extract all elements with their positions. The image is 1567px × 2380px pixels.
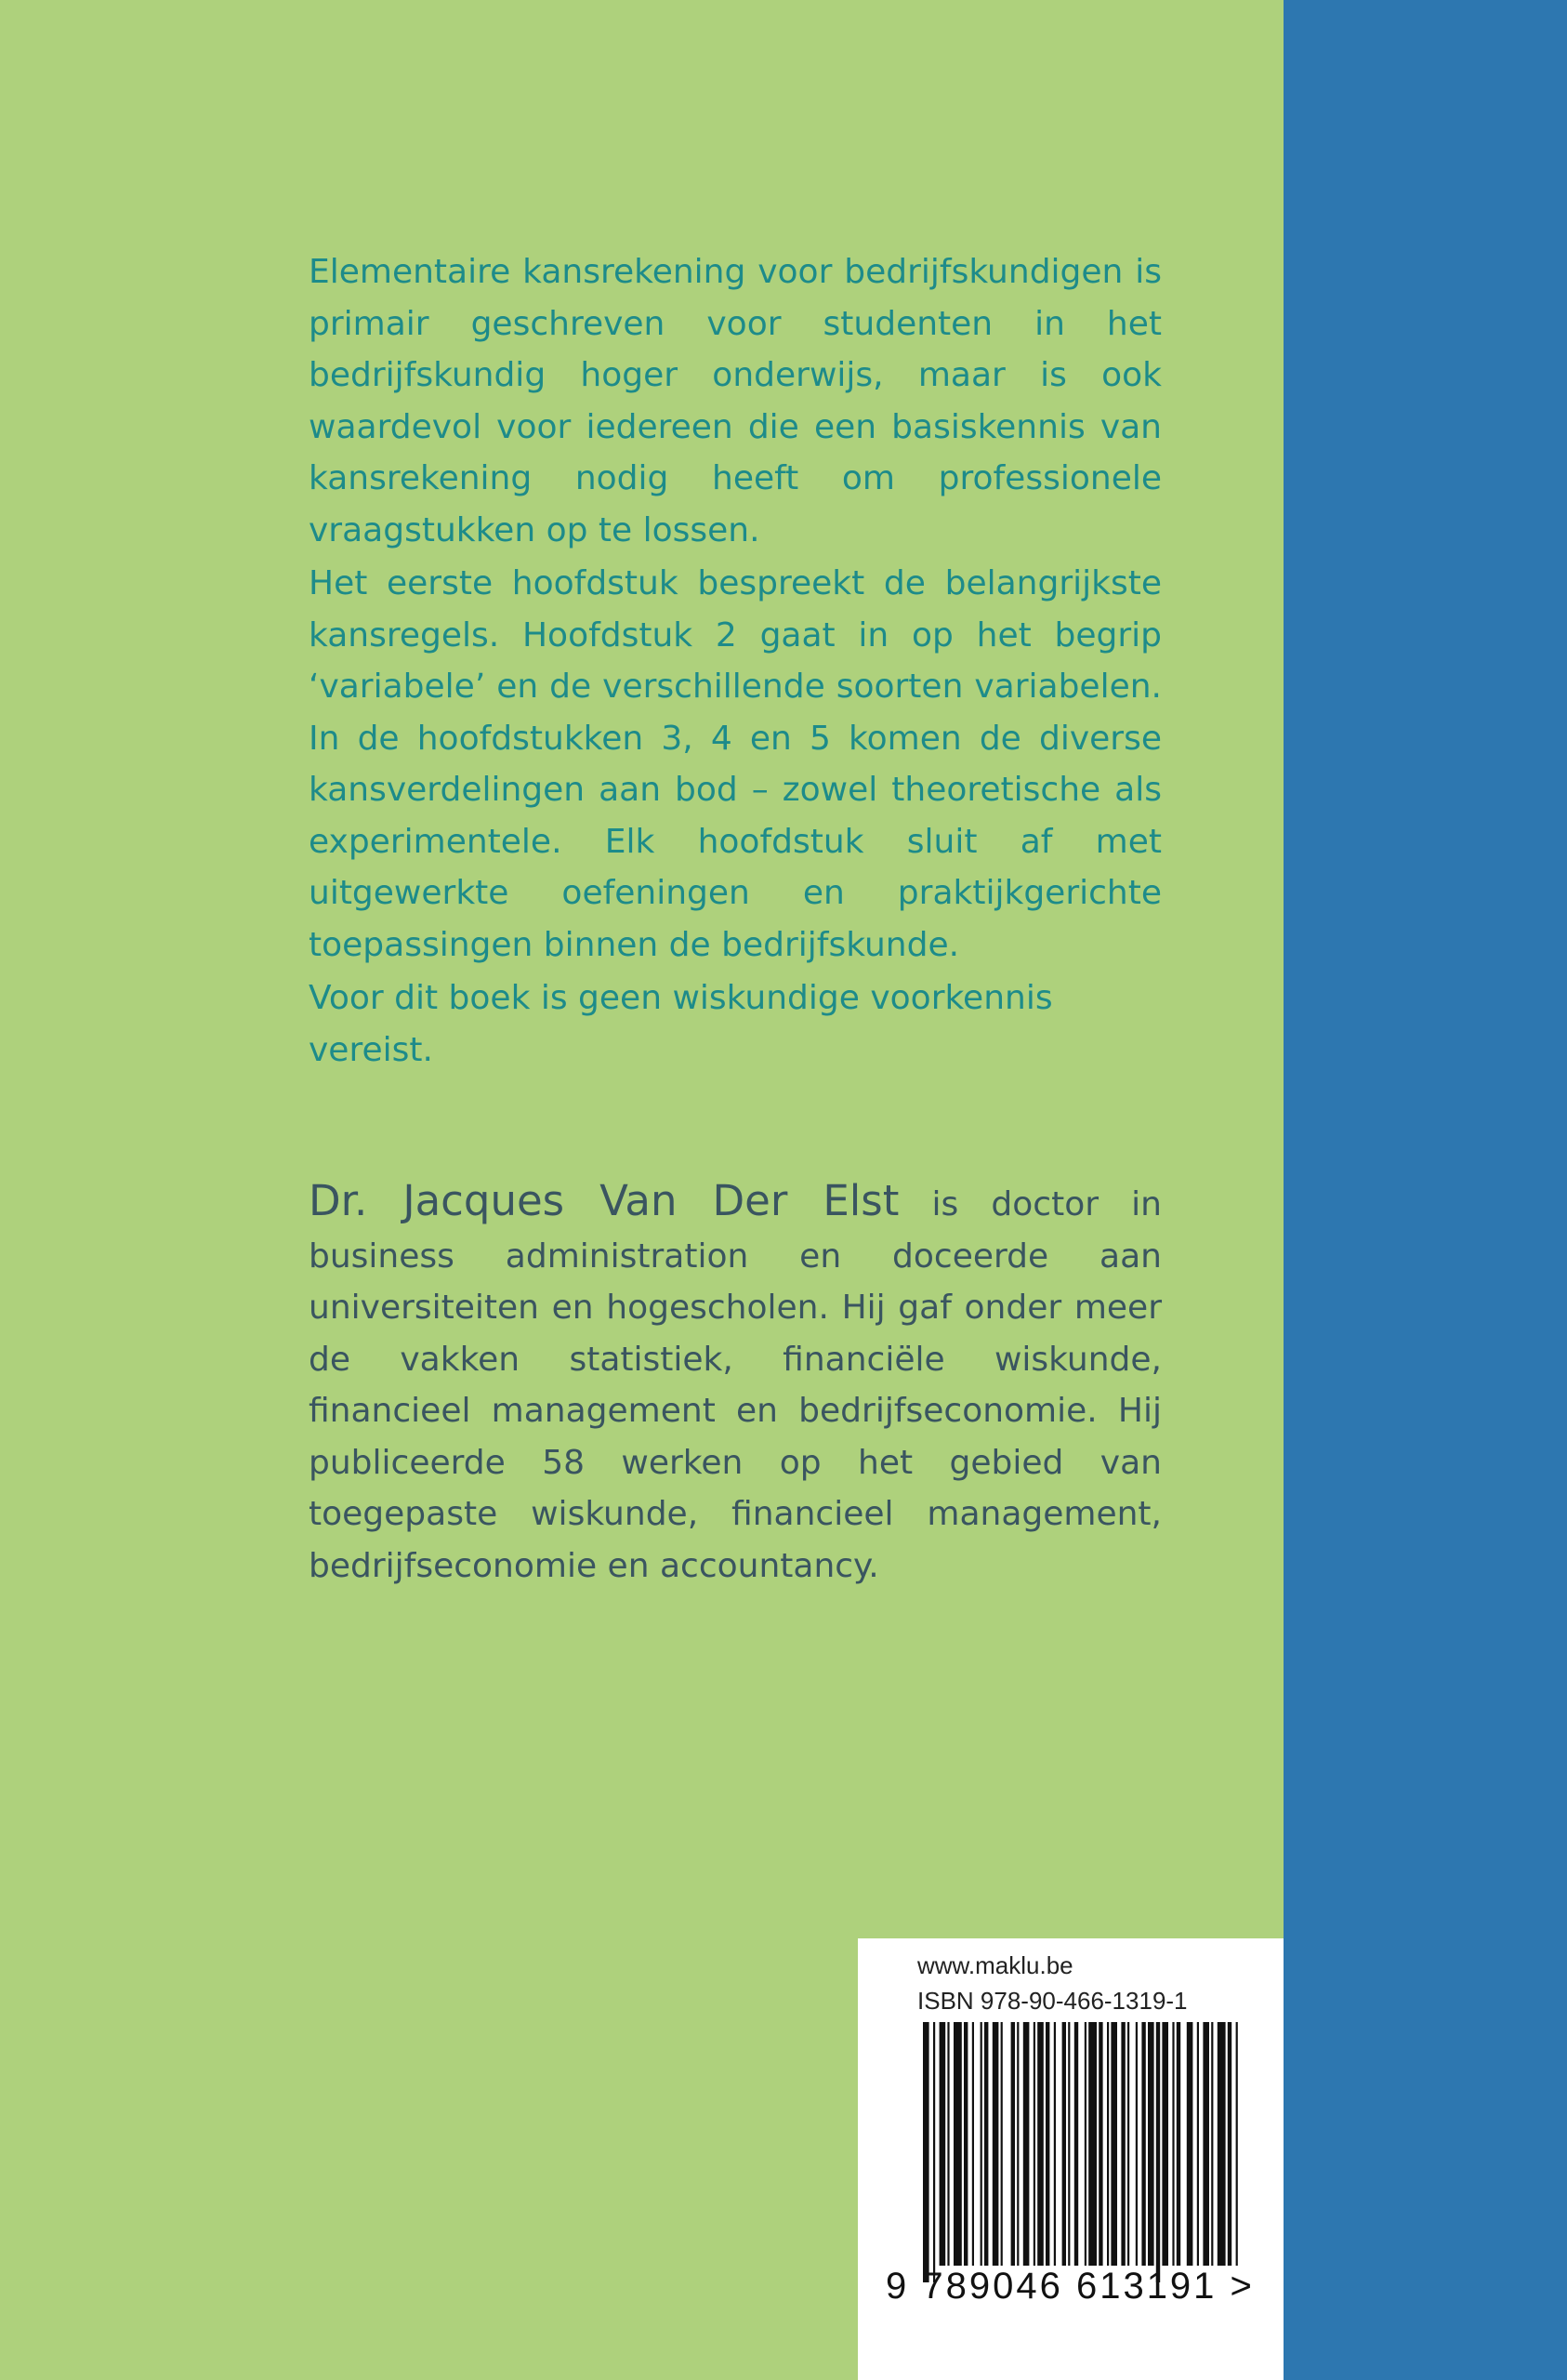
barcode-bar <box>1218 2022 1226 2266</box>
barcode-bar <box>964 2022 968 2266</box>
barcode-bar <box>972 2022 974 2266</box>
barcode-bar <box>1046 2022 1049 2266</box>
barcode-bar <box>1001 2022 1003 2266</box>
blurb-paragraph-2: Het eerste hoofdstuk bespreekt de belangrijkste kansregels. Hoofdstuk 2 gaat in op het begrip ‘variabele’ en de verschillende soorten variabelen. In de hoofdstukken 3, 4 en 5 komen de diverse kansverdelingen aan bod – zowel theoretische als experimentele. Elk hoofdstuk sluit af met uitgewerkte oefeningen en praktijkgerichte toepassingen binnen de bedrijfskunde. <box>309 564 1162 964</box>
barcode-bar <box>1197 2022 1199 2266</box>
barcode-bar <box>1085 2022 1086 2266</box>
barcode-bar <box>1236 2022 1238 2266</box>
barcode-bar <box>1034 2022 1035 2266</box>
blurb-paragraph-3: Voor dit boek is geen wiskundige voorkennis vereist. <box>309 979 1053 1069</box>
barcode-bar <box>1099 2022 1102 2266</box>
author-name: Dr. Jacques Van Der Elst <box>309 1176 900 1225</box>
barcode-bar <box>981 2022 982 2266</box>
barcode-bar <box>1127 2022 1129 2266</box>
blurb-paragraph-1: Elementaire kansrekening voor bedrijfskundigen is primair geschreven voor studenten in het bedrijfskundig hoger onderwijs, maar is ook waardevol voor iedereen die een basiskennis van kansrekening nodig heeft om professionele vraagstukken op te lossen. <box>309 253 1162 549</box>
barcode-bar <box>1228 2022 1231 2266</box>
barcode-bar <box>1203 2022 1209 2266</box>
barcode-bar <box>947 2022 949 2266</box>
barcode-bar <box>923 2022 929 2282</box>
barcode-bar <box>1037 2022 1044 2266</box>
barcode-bar <box>1107 2022 1109 2266</box>
barcode-bars <box>923 2022 1248 2282</box>
barcode-bar <box>1136 2022 1138 2266</box>
isbn-label: ISBN 978-90-466-1319-1 <box>917 1987 1188 2015</box>
barcode-bar <box>1121 2022 1125 2266</box>
barcode-bar <box>1148 2022 1154 2266</box>
publisher-website: www.maklu.be <box>917 1951 1073 1979</box>
barcode-bar <box>1074 2022 1078 2266</box>
barcode-bar <box>1017 2022 1019 2266</box>
barcode-bar <box>1111 2022 1117 2266</box>
barcode-bar <box>1172 2022 1174 2266</box>
barcode-bar <box>1156 2022 1160 2282</box>
barcode-bar <box>940 2022 946 2266</box>
barcode-bar <box>1187 2022 1193 2266</box>
barcode-bar <box>933 2022 935 2282</box>
barcode-bar <box>1068 2022 1070 2266</box>
author-biography <box>309 1175 1162 1592</box>
barcode-bar <box>1162 2022 1168 2266</box>
barcode-bar <box>1177 2022 1180 2266</box>
blue-spine-band <box>1284 0 1567 2380</box>
barcode-bar <box>1054 2022 1056 2266</box>
barcode-bar <box>1141 2022 1145 2266</box>
barcode-bar <box>993 2022 999 2266</box>
barcode-bar <box>954 2022 962 2266</box>
barcode-bar <box>1211 2022 1213 2266</box>
barcode-bar <box>1011 2022 1015 2266</box>
author-bio-text: is doctor in business administration en doceerde aan universiteiten en hogescholen. Hij gaf onder meer de vakken statistiek, financiële wiskunde, financieel management en bedrijfseconomie. Hij publiceerde 58 werken op het gebied van toegepaste wiskunde, financieel management, bedrijfseconomie en accountancy. <box>309 1185 1162 1585</box>
barcode-bar <box>984 2022 988 2266</box>
barcode-number: 9 789046 613191 > <box>886 2266 1255 2307</box>
barcode-bar <box>1023 2022 1030 2266</box>
barcode-bar <box>1062 2022 1066 2266</box>
barcode-bar <box>1088 2022 1097 2266</box>
barcode-panel <box>858 1938 1284 2380</box>
